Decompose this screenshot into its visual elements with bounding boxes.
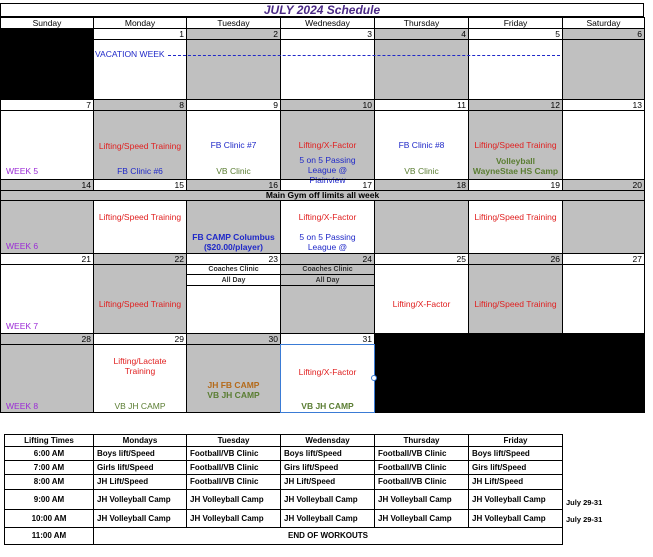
date-23: 23: [186, 253, 281, 265]
lifting-cell: JH Volleyball Camp: [468, 489, 563, 510]
date-7: 7: [0, 99, 94, 111]
lifting-note: July 29-31: [566, 498, 603, 507]
day-header-thursday: Thursday: [374, 17, 469, 29]
lifting-cell: JH Volleyball Camp: [93, 489, 187, 510]
day-cell: [562, 39, 645, 100]
day-cell: [186, 110, 281, 180]
day-cell: [0, 344, 94, 413]
lifting-cell: JH Volleyball Camp: [374, 509, 469, 528]
event-fb-clinic: FB Clinic #6: [117, 166, 163, 176]
date-22: 22: [93, 253, 187, 265]
lifting-header-times: Lifting Times: [4, 434, 94, 447]
lifting-note: July 29-31: [566, 515, 603, 524]
date-27: 27: [562, 253, 645, 265]
event-fb-clinic: FB Clinic #8: [398, 140, 445, 150]
date-29: 29: [93, 333, 187, 345]
resize-handle[interactable]: [371, 375, 377, 381]
date-31: 31: [280, 333, 375, 345]
event-lifting: Lifting/X-Factor: [298, 140, 357, 150]
date-8: 8: [93, 99, 187, 111]
empty-day-cell: [0, 28, 94, 100]
lifting-cell: JH Lift/Speed: [280, 474, 375, 490]
date-1: 1: [93, 28, 187, 40]
date-17: 17: [280, 179, 375, 191]
event-fb-clinic: FB Clinic #7: [210, 140, 257, 150]
lifting-cell: Football/VB Clinic: [374, 474, 469, 490]
date-28: 28: [0, 333, 94, 345]
day-cell: [186, 285, 281, 334]
event-lifting: Lifting/Speed Training: [98, 141, 182, 151]
lifting-header-fri: Friday: [468, 434, 563, 447]
date-4: 4: [374, 28, 469, 40]
week-label: WEEK 8: [6, 401, 39, 411]
event-fb-camp: FB CAMP Columbus: [192, 232, 275, 242]
day-cell: [374, 110, 469, 180]
date-16: 16: [186, 179, 281, 191]
day-header-wednesday: Wednesday: [280, 17, 375, 29]
lifting-cell: Football/VB Clinic: [186, 474, 281, 490]
lifting-cell: Girs lift/Speed: [468, 460, 563, 475]
event-lifting: Lifting/Speed Training: [474, 140, 557, 150]
date-19: 19: [468, 179, 563, 191]
week-label: WEEK 7: [6, 321, 39, 331]
event-lifting: Lifting/Speed Training: [474, 212, 557, 222]
lifting-header-tue: Tuesday: [186, 434, 281, 447]
date-6: 6: [562, 28, 645, 40]
day-cell: [186, 344, 281, 413]
date-10: 10: [280, 99, 375, 111]
lifting-header-thu: Thursday: [374, 434, 469, 447]
lifting-cell: JH Volleyball Camp: [280, 509, 375, 528]
lifting-cell: Boys lift/Speed: [93, 446, 187, 461]
week-label: WEEK 6: [6, 241, 39, 251]
date-24: 24: [280, 253, 375, 265]
date-26: 26: [468, 253, 563, 265]
lifting-cell: JH Volleyball Camp: [374, 489, 469, 510]
day-header-saturday: Saturday: [562, 17, 645, 29]
event-coaches-clinic: Coaches Clinic: [302, 266, 353, 273]
page-title: JULY 2024 Schedule: [0, 3, 644, 17]
date-21: 21: [0, 253, 94, 265]
event-coaches-clinic: Coaches Clinic: [208, 266, 259, 273]
lifting-time: 11:00 AM: [4, 527, 94, 545]
lifting-cell: JH Volleyball Camp: [280, 489, 375, 510]
event-vb-clinic: VB Clinic: [404, 166, 439, 176]
lifting-cell: Boys lift/Speed: [280, 446, 375, 461]
date-30: 30: [186, 333, 281, 345]
lifting-cell: Football/VB Clinic: [374, 446, 469, 461]
day-header-sunday: Sunday: [0, 17, 94, 29]
date-2: 2: [186, 28, 281, 40]
event-vb-jh-camp: VB JH CAMP: [207, 390, 260, 400]
day-cell: [374, 264, 469, 334]
lifting-time: 9:00 AM: [4, 489, 94, 510]
lifting-cell: JH Volleyball Camp: [93, 509, 187, 528]
event-lifting: Lifting/X-Factor: [298, 212, 357, 222]
event-vb-jh-camp: VB JH CAMP: [114, 401, 166, 411]
week-label: WEEK 5: [6, 166, 39, 176]
vacation-line: [168, 55, 560, 56]
lifting-time: 10:00 AM: [4, 509, 94, 528]
event-lifting: Lifting/Speed Training: [98, 212, 182, 222]
date-5: 5: [468, 28, 563, 40]
lifting-cell: JH Lift/Speed: [468, 474, 563, 490]
day-cell: [0, 110, 94, 180]
day-cell: [562, 200, 645, 254]
lifting-time: 7:00 AM: [4, 460, 94, 475]
main-gym-notice: Main Gym off limits all week: [0, 190, 645, 201]
day-cell: [93, 200, 187, 254]
lifting-cell: Girs lift/Speed: [280, 460, 375, 475]
lifting-cell: Football/VB Clinic: [186, 460, 281, 475]
lifting-cell: Girls lift/Speed: [93, 460, 187, 475]
empty-day-cell: [374, 333, 645, 413]
day-cell: [468, 264, 563, 334]
event-all-day: All Day: [221, 277, 246, 284]
day-cell: [0, 200, 94, 254]
event-lifting: Lifting/X-Factor: [392, 299, 451, 309]
lifting-header-mon: Mondays: [93, 434, 187, 447]
day-cell: [562, 110, 645, 180]
day-header-friday: Friday: [468, 17, 563, 29]
date-14: 14: [0, 179, 94, 191]
date-15: 15: [93, 179, 187, 191]
end-of-workouts: END OF WORKOUTS: [93, 527, 563, 545]
day-cell: [374, 200, 469, 254]
date-25: 25: [374, 253, 469, 265]
day-cell: [468, 200, 563, 254]
lifting-time: 6:00 AM: [4, 446, 94, 461]
day-cell: [468, 110, 563, 180]
event-vb-clinic: VB Clinic: [216, 166, 251, 176]
lifting-cell: Football/VB Clinic: [186, 446, 281, 461]
lifting-cell: JH Volleyball Camp: [186, 509, 281, 528]
selected-day-cell[interactable]: [280, 344, 375, 413]
event-wayne-camp: WayneStae HS Camp: [472, 166, 559, 176]
event-lifting: Lifting/Speed Training: [98, 299, 182, 309]
vacation-week-label: VACATION WEEK: [95, 49, 165, 59]
date-18: 18: [374, 179, 469, 191]
lifting-cell: JH Volleyball Camp: [468, 509, 563, 528]
lifting-cell: JH Lift/Speed: [93, 474, 187, 490]
day-header-tuesday: Tuesday: [186, 17, 281, 29]
event-all-day: All Day: [315, 277, 340, 284]
event-lifting: Lifting/X-Factor: [298, 367, 357, 377]
day-header-monday: Monday: [93, 17, 187, 29]
lifting-cell: JH Volleyball Camp: [186, 489, 281, 510]
day-cell: [93, 264, 187, 334]
day-cell: [280, 285, 375, 334]
day-cell: [280, 200, 375, 254]
event-passing-league: 5 on 5 Passing League @ Plainview: [299, 155, 356, 185]
date-3: 3: [280, 28, 375, 40]
event-lifting: Lifting/Speed Training: [474, 299, 557, 309]
day-cell: [468, 39, 563, 100]
day-cell: [280, 39, 375, 100]
day-cell: [374, 39, 469, 100]
event-volleyball: Volleyball: [495, 156, 536, 166]
event-passing-league: 5 on 5 Passing League @: [299, 232, 356, 252]
day-cell: [93, 110, 187, 180]
event-vb-jh-camp: VB JH CAMP: [301, 401, 354, 411]
date-9: 9: [186, 99, 281, 111]
day-cell: [186, 200, 281, 254]
event-jh-fb-camp: JH FB CAMP: [207, 380, 260, 390]
day-cell: [186, 39, 281, 100]
lifting-time: 8:00 AM: [4, 474, 94, 490]
day-cell: [93, 344, 187, 413]
date-13: 13: [562, 99, 645, 111]
day-cell: [0, 264, 94, 334]
event-fb-camp-price: ($20.00/player): [203, 242, 264, 252]
lifting-header-wed: Wedensday: [280, 434, 375, 447]
lifting-cell: Football/VB Clinic: [374, 460, 469, 475]
lifting-cell: Boys lift/Speed: [468, 446, 563, 461]
day-cell: [562, 264, 645, 334]
date-12: 12: [468, 99, 563, 111]
date-11: 11: [374, 99, 469, 111]
date-20: 20: [562, 179, 645, 191]
event-lifting: Lifting/Lactate Training: [113, 356, 167, 376]
